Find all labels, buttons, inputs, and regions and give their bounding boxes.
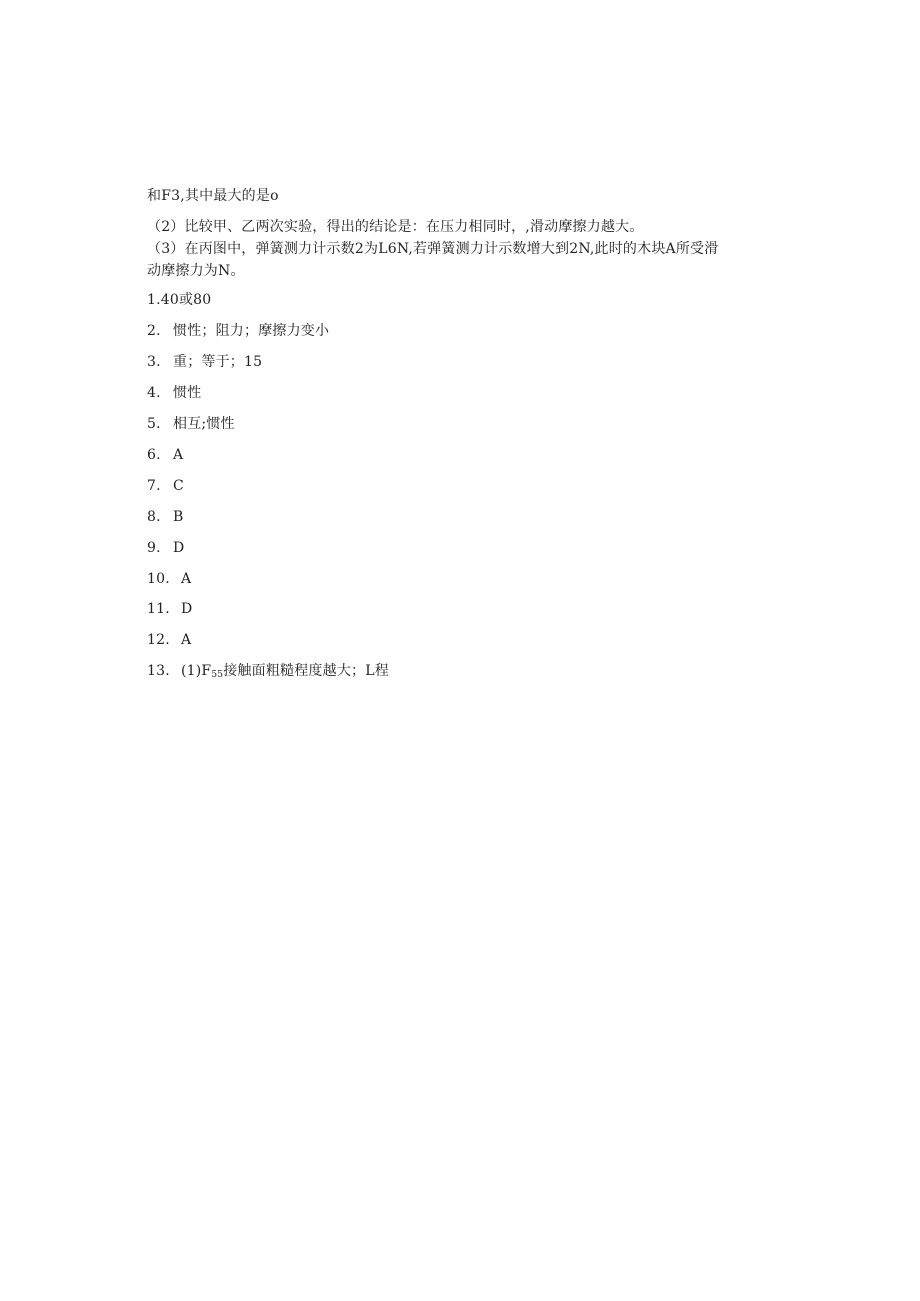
answer-item-3	[147, 353, 262, 371]
answer-text: 惯性	[173, 385, 202, 401]
answer-number: 7.	[147, 478, 161, 494]
question-3-text-line-1: （3）在丙图中，弹簧测力计示数2为L6N,若弹簧测力计示数增大到2N,此时的木块A所受滑	[147, 241, 719, 257]
answer-text: A	[181, 632, 192, 648]
answer-text-suffix: 接触面粗糙程度越大；L程	[223, 663, 389, 679]
answer-number: 9.	[147, 540, 161, 556]
answer-text: 相互;惯性	[173, 416, 235, 432]
answer-item-6	[147, 446, 183, 464]
answer-item-11	[147, 600, 192, 618]
answer-text: A	[181, 571, 192, 587]
answer-number: 6.	[147, 447, 161, 463]
answer-number: 5.	[147, 416, 161, 432]
answer-item-10	[147, 570, 191, 588]
answer-number: 3.	[147, 354, 161, 370]
answer-item-9	[147, 539, 184, 557]
answer-number: 2.	[147, 323, 161, 339]
answer-text: C	[173, 478, 184, 494]
answer-item-2	[147, 322, 329, 340]
answer-text: 40或80	[160, 292, 212, 308]
answer-item-8	[147, 508, 184, 526]
answer-text: B	[173, 509, 184, 525]
answer-subscript: 55	[211, 670, 224, 680]
question-2-text: （2）比较甲、乙两次实验，得出的结论是：在压力相同时，,滑动摩擦力越大。	[147, 219, 644, 235]
answer-number: 1.	[147, 292, 161, 308]
question-3-text-line-2: 动摩擦力为N。	[147, 263, 245, 279]
answer-item-4	[147, 384, 201, 402]
answer-number: 8.	[147, 509, 161, 525]
answer-item-1	[147, 291, 211, 309]
answer-text: 惯性；阻力；摩擦力变小	[173, 323, 330, 339]
answer-text: D	[181, 601, 193, 617]
answer-number: 13.	[147, 663, 170, 679]
intro-line-1: 和F3,其中最大的是o	[147, 188, 279, 204]
answer-number: 11.	[147, 601, 170, 617]
answer-item-5	[147, 415, 235, 433]
answer-text: A	[173, 447, 184, 463]
answer-number: 4.	[147, 385, 161, 401]
answer-item-13	[147, 662, 389, 684]
answer-item-12	[147, 631, 191, 649]
answer-item-7	[147, 477, 184, 495]
answer-number: 10.	[147, 571, 170, 587]
answer-text: 重；等于；15	[173, 354, 263, 370]
answer-text: D	[173, 540, 185, 556]
answer-text-prefix: (1)F	[181, 663, 212, 679]
answer-number: 12.	[147, 632, 170, 648]
